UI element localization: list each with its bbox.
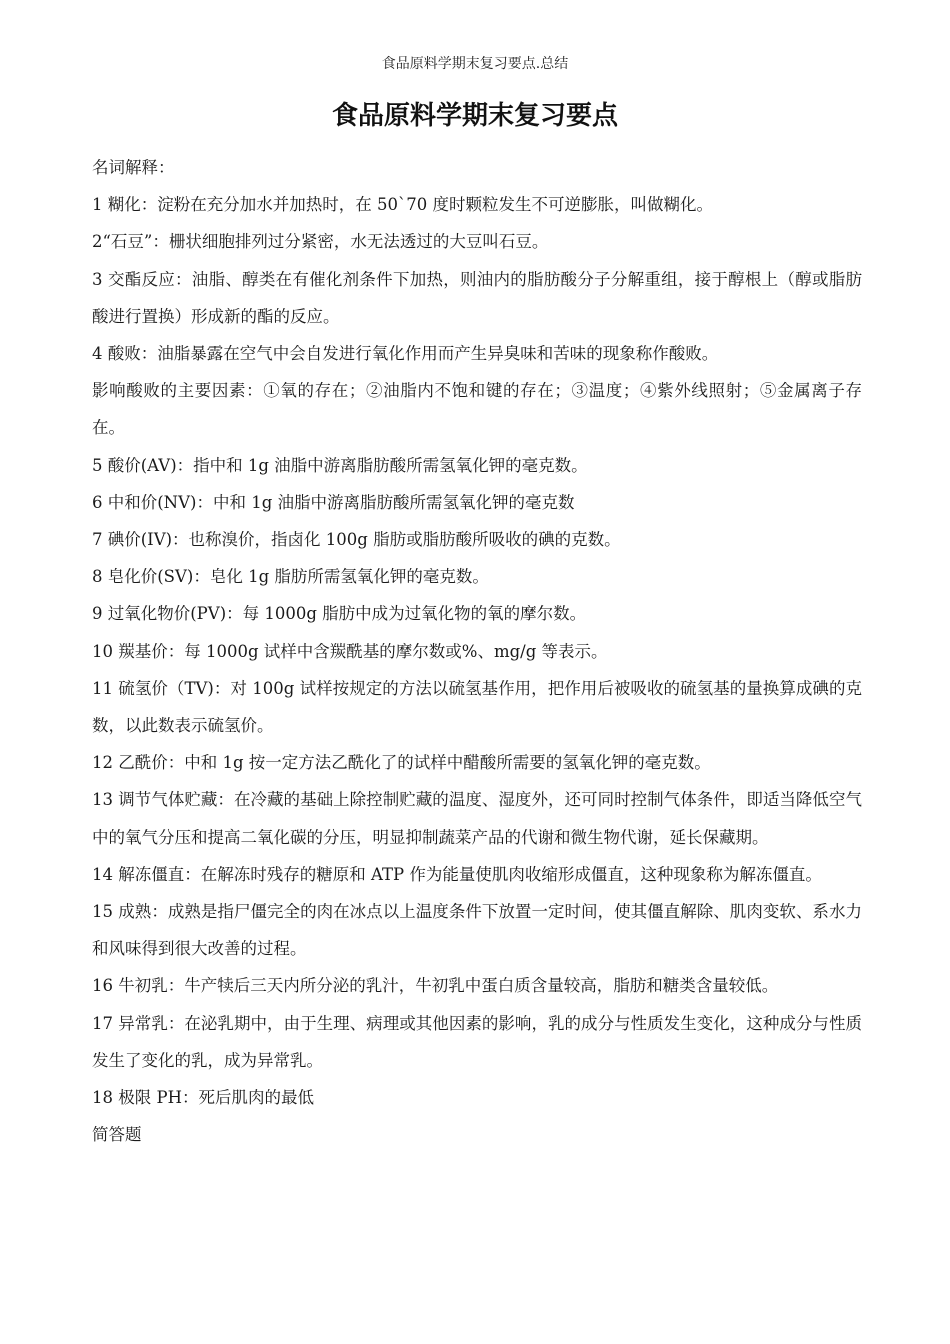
section-heading-terms: 名词解释： (92, 158, 175, 177)
term-item: 3 交酯反应：油脂、醇类在有催化剂条件下加热，则油内的脂肪酸分子分解重组，接于醇根上（醇或脂肪酸进行置换）形成新的酯的反应。 (92, 269, 862, 326)
term-item: 15 成熟：成熟是指尸僵完全的肉在冰点以上温度条件下放置一定时间，使其僵直解除、肌肉变软、系水力和风味得到很大改善的过程。 (92, 902, 862, 959)
term-item: 18 极限 PH：死后肌肉的最低 (92, 1088, 314, 1108)
term-item: 6 中和价(NV)：中和 1g 油脂中游离脂肪酸所需氢氧化钾的毫克数 (92, 492, 575, 512)
term-item: 16 牛初乳：牛产犊后三天内所分泌的乳汁，牛初乳中蛋白质含量较高，脂肪和糖类含量较低。 (92, 976, 779, 996)
term-item: 8 皂化价(SV)：皂化 1g 脂肪所需氢氧化钾的毫克数。 (92, 567, 489, 587)
term-item: 14 解冻僵直：在解冻时残存的糖原和 ATP 作为能量使肌肉收缩形成僵直，这种现象称为解冻僵直。 (92, 864, 822, 884)
term-item: 影响酸败的主要因素：①氧的存在；②油脂内不饱和键的存在；③温度；④紫外线照射；⑤金属离子存在。 (92, 381, 862, 438)
document-body (92, 149, 862, 1153)
term-item: 9 过氧化物价(PV)：每 1000g 脂肪中成为过氧化物的氧的摩尔数。 (92, 604, 587, 624)
term-item: 2“石豆”：栅状细胞排列过分紧密，水无法透过的大豆叫石豆。 (92, 232, 549, 252)
running-header: 食品原料学期末复习要点.总结 (381, 56, 569, 72)
term-item: 17 异常乳：在泌乳期中，由于生理、病理或其他因素的影响，乳的成分与性质发生变化，这种成分与性质发生了变化的乳，成为异常乳。 (92, 1013, 862, 1070)
term-item: 13 调节气体贮藏：在冷藏的基础上除控制贮藏的温度、湿度外，还可同时控制气体条件，即适当降低空气中的氧气分压和提高二氧化碳的分压，明显抑制蔬菜产品的代谢和微生物代谢，延长保藏期。 (92, 790, 862, 847)
term-item: 5 酸价(AV)：指中和 1g 油脂中游离脂肪酸所需氢氧化钾的毫克数。 (92, 455, 588, 475)
term-item: 4 酸败：油脂暴露在空气中会自发进行氧化作用而产生异臭味和苦味的现象称作酸败。 (92, 344, 719, 364)
term-item: 1 糊化：淀粉在充分加水并加热时，在 50`70 度时颗粒发生不可逆膨胀，叫做糊化。 (92, 195, 713, 215)
document-title: 食品原料学期末复习要点 (331, 101, 618, 131)
term-item: 12 乙酰价：中和 1g 按一定方法乙酰化了的试样中醋酸所需要的氢氧化钾的毫克数。 (92, 753, 711, 773)
section-heading-short-answer: 简答题 (92, 1125, 142, 1145)
term-item: 10 羰基价：每 1000g 试样中含羰酰基的摩尔数或%、mg/g 等表示。 (92, 641, 608, 661)
term-item: 11 硫氢价（TV)：对 100g 试样按规定的方法以硫氢基作用，把作用后被吸收的硫氢基的量换算成碘的克数，以此数表示硫氢价。 (92, 678, 862, 736)
term-item: 7 碘价(IV)：也称溴价，指卤化 100g 脂肪或脂肪酸所吸收的碘的克数。 (92, 530, 621, 550)
